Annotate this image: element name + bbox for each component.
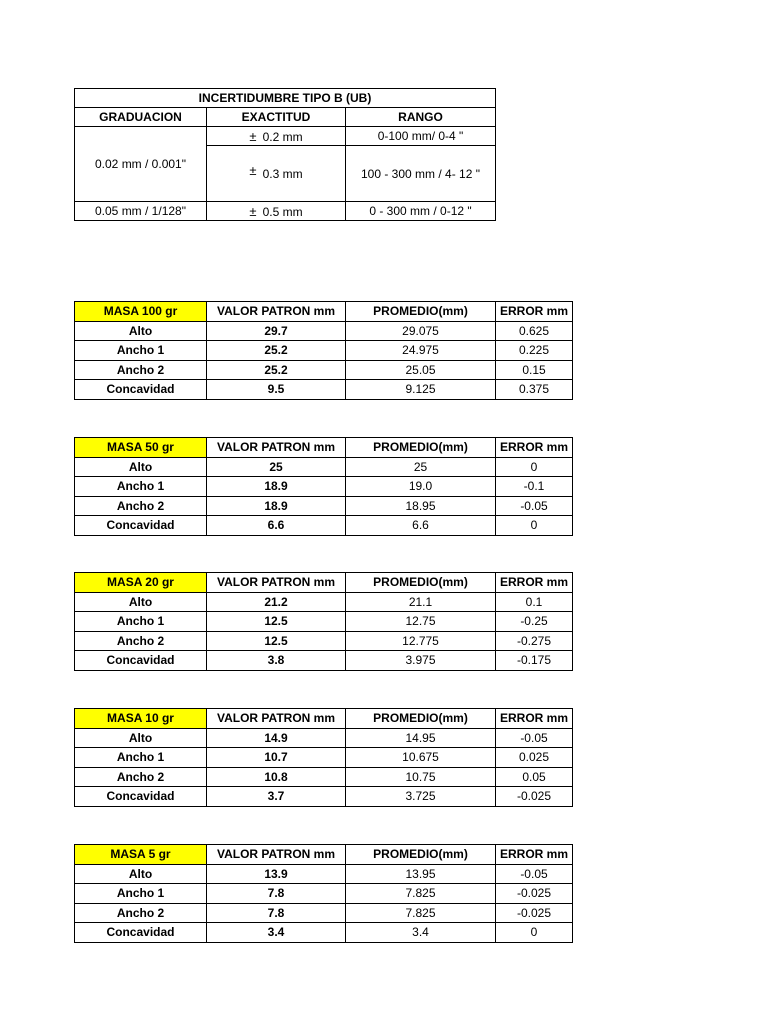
promedio-cell: 18.95	[346, 496, 496, 516]
table-row	[75, 477, 573, 497]
error-cell: -0.05	[496, 728, 573, 748]
row-label: Concavidad	[75, 651, 207, 671]
error-cell: -0.025	[496, 903, 573, 923]
row-label: Alto	[75, 457, 207, 477]
mass-title: MASA 5 gr	[75, 845, 207, 865]
promedio-cell: 24.975	[346, 341, 496, 361]
table-row	[75, 380, 573, 400]
header-valor-patron: VALOR PATRON mm	[207, 709, 346, 729]
promedio-cell: 9.125	[346, 380, 496, 400]
row-label: Ancho 1	[75, 612, 207, 632]
mass-table	[74, 572, 573, 671]
graduacion-cell: 0.05 mm / 1/128"	[75, 202, 207, 221]
row-label: Ancho 2	[75, 903, 207, 923]
promedio-cell: 25.05	[346, 360, 496, 380]
row-label: Ancho 1	[75, 341, 207, 361]
header-valor-patron: VALOR PATRON mm	[207, 845, 346, 865]
exactitud-cell	[207, 202, 346, 221]
error-cell: 0.375	[496, 380, 573, 400]
error-cell: 0.05	[496, 767, 573, 787]
row-label: Ancho 2	[75, 360, 207, 380]
promedio-cell: 10.75	[346, 767, 496, 787]
table-row	[75, 321, 573, 341]
row-label: Concavidad	[75, 923, 207, 943]
promedio-cell: 19.0	[346, 477, 496, 497]
header-error: ERROR mm	[496, 302, 573, 322]
table-row	[75, 592, 573, 612]
table-row	[75, 787, 573, 807]
valor-patron-cell: 3.7	[207, 787, 346, 807]
row-label: Ancho 1	[75, 477, 207, 497]
valor-patron-cell: 10.8	[207, 767, 346, 787]
mass-table	[74, 844, 573, 943]
uncertainty-title: INCERTIDUMBRE TIPO B (UB)	[75, 89, 496, 108]
table-row	[75, 923, 573, 943]
table-row	[75, 748, 573, 768]
header-promedio: PROMEDIO(mm)	[346, 438, 496, 458]
promedio-cell: 12.775	[346, 631, 496, 651]
error-cell: -0.05	[496, 864, 573, 884]
plus-minus-symbol: ±	[249, 203, 257, 219]
mass-table	[74, 301, 573, 400]
promedio-cell: 13.95	[346, 864, 496, 884]
error-cell: 0	[496, 516, 573, 536]
mass-table	[74, 437, 573, 536]
exactitud-value: 0.2 mm	[262, 129, 303, 144]
error-cell: 0	[496, 923, 573, 943]
promedio-cell: 3.725	[346, 787, 496, 807]
header-rango: RANGO	[346, 108, 496, 127]
valor-patron-cell: 25	[207, 457, 346, 477]
table-row	[75, 612, 573, 632]
exactitud-cell	[207, 146, 346, 202]
row-label: Ancho 1	[75, 884, 207, 904]
valor-patron-cell: 12.5	[207, 612, 346, 632]
promedio-cell: 14.95	[346, 728, 496, 748]
mass-title: MASA 50 gr	[75, 438, 207, 458]
header-promedio: PROMEDIO(mm)	[346, 845, 496, 865]
uncertainty-table	[74, 88, 496, 221]
table-row	[75, 651, 573, 671]
valor-patron-cell: 25.2	[207, 341, 346, 361]
plus-minus-symbol: ±	[249, 163, 257, 178]
table-row	[75, 516, 573, 536]
valor-patron-cell: 21.2	[207, 592, 346, 612]
valor-patron-cell: 18.9	[207, 477, 346, 497]
error-cell: 0.025	[496, 748, 573, 768]
row-label: Alto	[75, 592, 207, 612]
row-label: Alto	[75, 864, 207, 884]
error-cell: -0.05	[496, 496, 573, 516]
promedio-cell: 3.975	[346, 651, 496, 671]
header-valor-patron: VALOR PATRON mm	[207, 573, 346, 593]
header-error: ERROR mm	[496, 845, 573, 865]
promedio-cell: 3.4	[346, 923, 496, 943]
promedio-cell: 7.825	[346, 884, 496, 904]
promedio-cell: 12.75	[346, 612, 496, 632]
exactitud-value: 0.5 mm	[262, 204, 303, 219]
row-label: Alto	[75, 321, 207, 341]
promedio-cell: 25	[346, 457, 496, 477]
table-row	[75, 457, 573, 477]
rango-cell: 0-100 mm/ 0-4 "	[346, 127, 496, 146]
row-label: Concavidad	[75, 787, 207, 807]
mass-title: MASA 100 gr	[75, 302, 207, 322]
table-row	[75, 903, 573, 923]
valor-patron-cell: 10.7	[207, 748, 346, 768]
row-label: Concavidad	[75, 516, 207, 536]
row-label: Ancho 2	[75, 496, 207, 516]
mass-title: MASA 10 gr	[75, 709, 207, 729]
table-row	[75, 341, 573, 361]
promedio-cell: 7.825	[346, 903, 496, 923]
promedio-cell: 29.075	[346, 321, 496, 341]
valor-patron-cell: 9.5	[207, 380, 346, 400]
header-promedio: PROMEDIO(mm)	[346, 302, 496, 322]
rango-cell: 100 - 300 mm / 4- 12 "	[346, 146, 496, 202]
promedio-cell: 21.1	[346, 592, 496, 612]
header-exactitud: EXACTITUD	[207, 108, 346, 127]
header-error: ERROR mm	[496, 438, 573, 458]
valor-patron-cell: 29.7	[207, 321, 346, 341]
error-cell: -0.025	[496, 787, 573, 807]
header-valor-patron: VALOR PATRON mm	[207, 438, 346, 458]
table-row	[75, 884, 573, 904]
error-cell: 0.15	[496, 360, 573, 380]
error-cell: 0.225	[496, 341, 573, 361]
mass-table	[74, 708, 573, 807]
header-promedio: PROMEDIO(mm)	[346, 573, 496, 593]
table-row	[75, 728, 573, 748]
error-cell: -0.275	[496, 631, 573, 651]
promedio-cell: 6.6	[346, 516, 496, 536]
table-row	[75, 631, 573, 651]
valor-patron-cell: 3.8	[207, 651, 346, 671]
header-promedio: PROMEDIO(mm)	[346, 709, 496, 729]
table-row	[75, 360, 573, 380]
valor-patron-cell: 12.5	[207, 631, 346, 651]
row-label: Ancho 2	[75, 767, 207, 787]
table-row	[75, 767, 573, 787]
row-label: Concavidad	[75, 380, 207, 400]
exactitud-cell	[207, 127, 346, 146]
valor-patron-cell: 18.9	[207, 496, 346, 516]
header-error: ERROR mm	[496, 709, 573, 729]
header-valor-patron: VALOR PATRON mm	[207, 302, 346, 322]
promedio-cell: 10.675	[346, 748, 496, 768]
valor-patron-cell: 7.8	[207, 903, 346, 923]
row-label: Ancho 1	[75, 748, 207, 768]
exactitud-value: 0.3 mm	[262, 167, 303, 181]
error-cell: -0.25	[496, 612, 573, 632]
table-row	[75, 864, 573, 884]
valor-patron-cell: 13.9	[207, 864, 346, 884]
plus-minus-symbol: ±	[249, 128, 257, 144]
error-cell: -0.025	[496, 884, 573, 904]
graduacion-cell: 0.02 mm / 0.001"	[75, 127, 207, 202]
valor-patron-cell: 25.2	[207, 360, 346, 380]
error-cell: 0.1	[496, 592, 573, 612]
rango-cell: 0 - 300 mm / 0-12 "	[346, 202, 496, 221]
valor-patron-cell: 7.8	[207, 884, 346, 904]
table-row	[75, 496, 573, 516]
valor-patron-cell: 6.6	[207, 516, 346, 536]
valor-patron-cell: 3.4	[207, 923, 346, 943]
valor-patron-cell: 14.9	[207, 728, 346, 748]
error-cell: 0	[496, 457, 573, 477]
error-cell: -0.1	[496, 477, 573, 497]
row-label: Ancho 2	[75, 631, 207, 651]
error-cell: -0.175	[496, 651, 573, 671]
error-cell: 0.625	[496, 321, 573, 341]
header-graduacion: GRADUACION	[75, 108, 207, 127]
row-label: Alto	[75, 728, 207, 748]
header-error: ERROR mm	[496, 573, 573, 593]
mass-title: MASA 20 gr	[75, 573, 207, 593]
